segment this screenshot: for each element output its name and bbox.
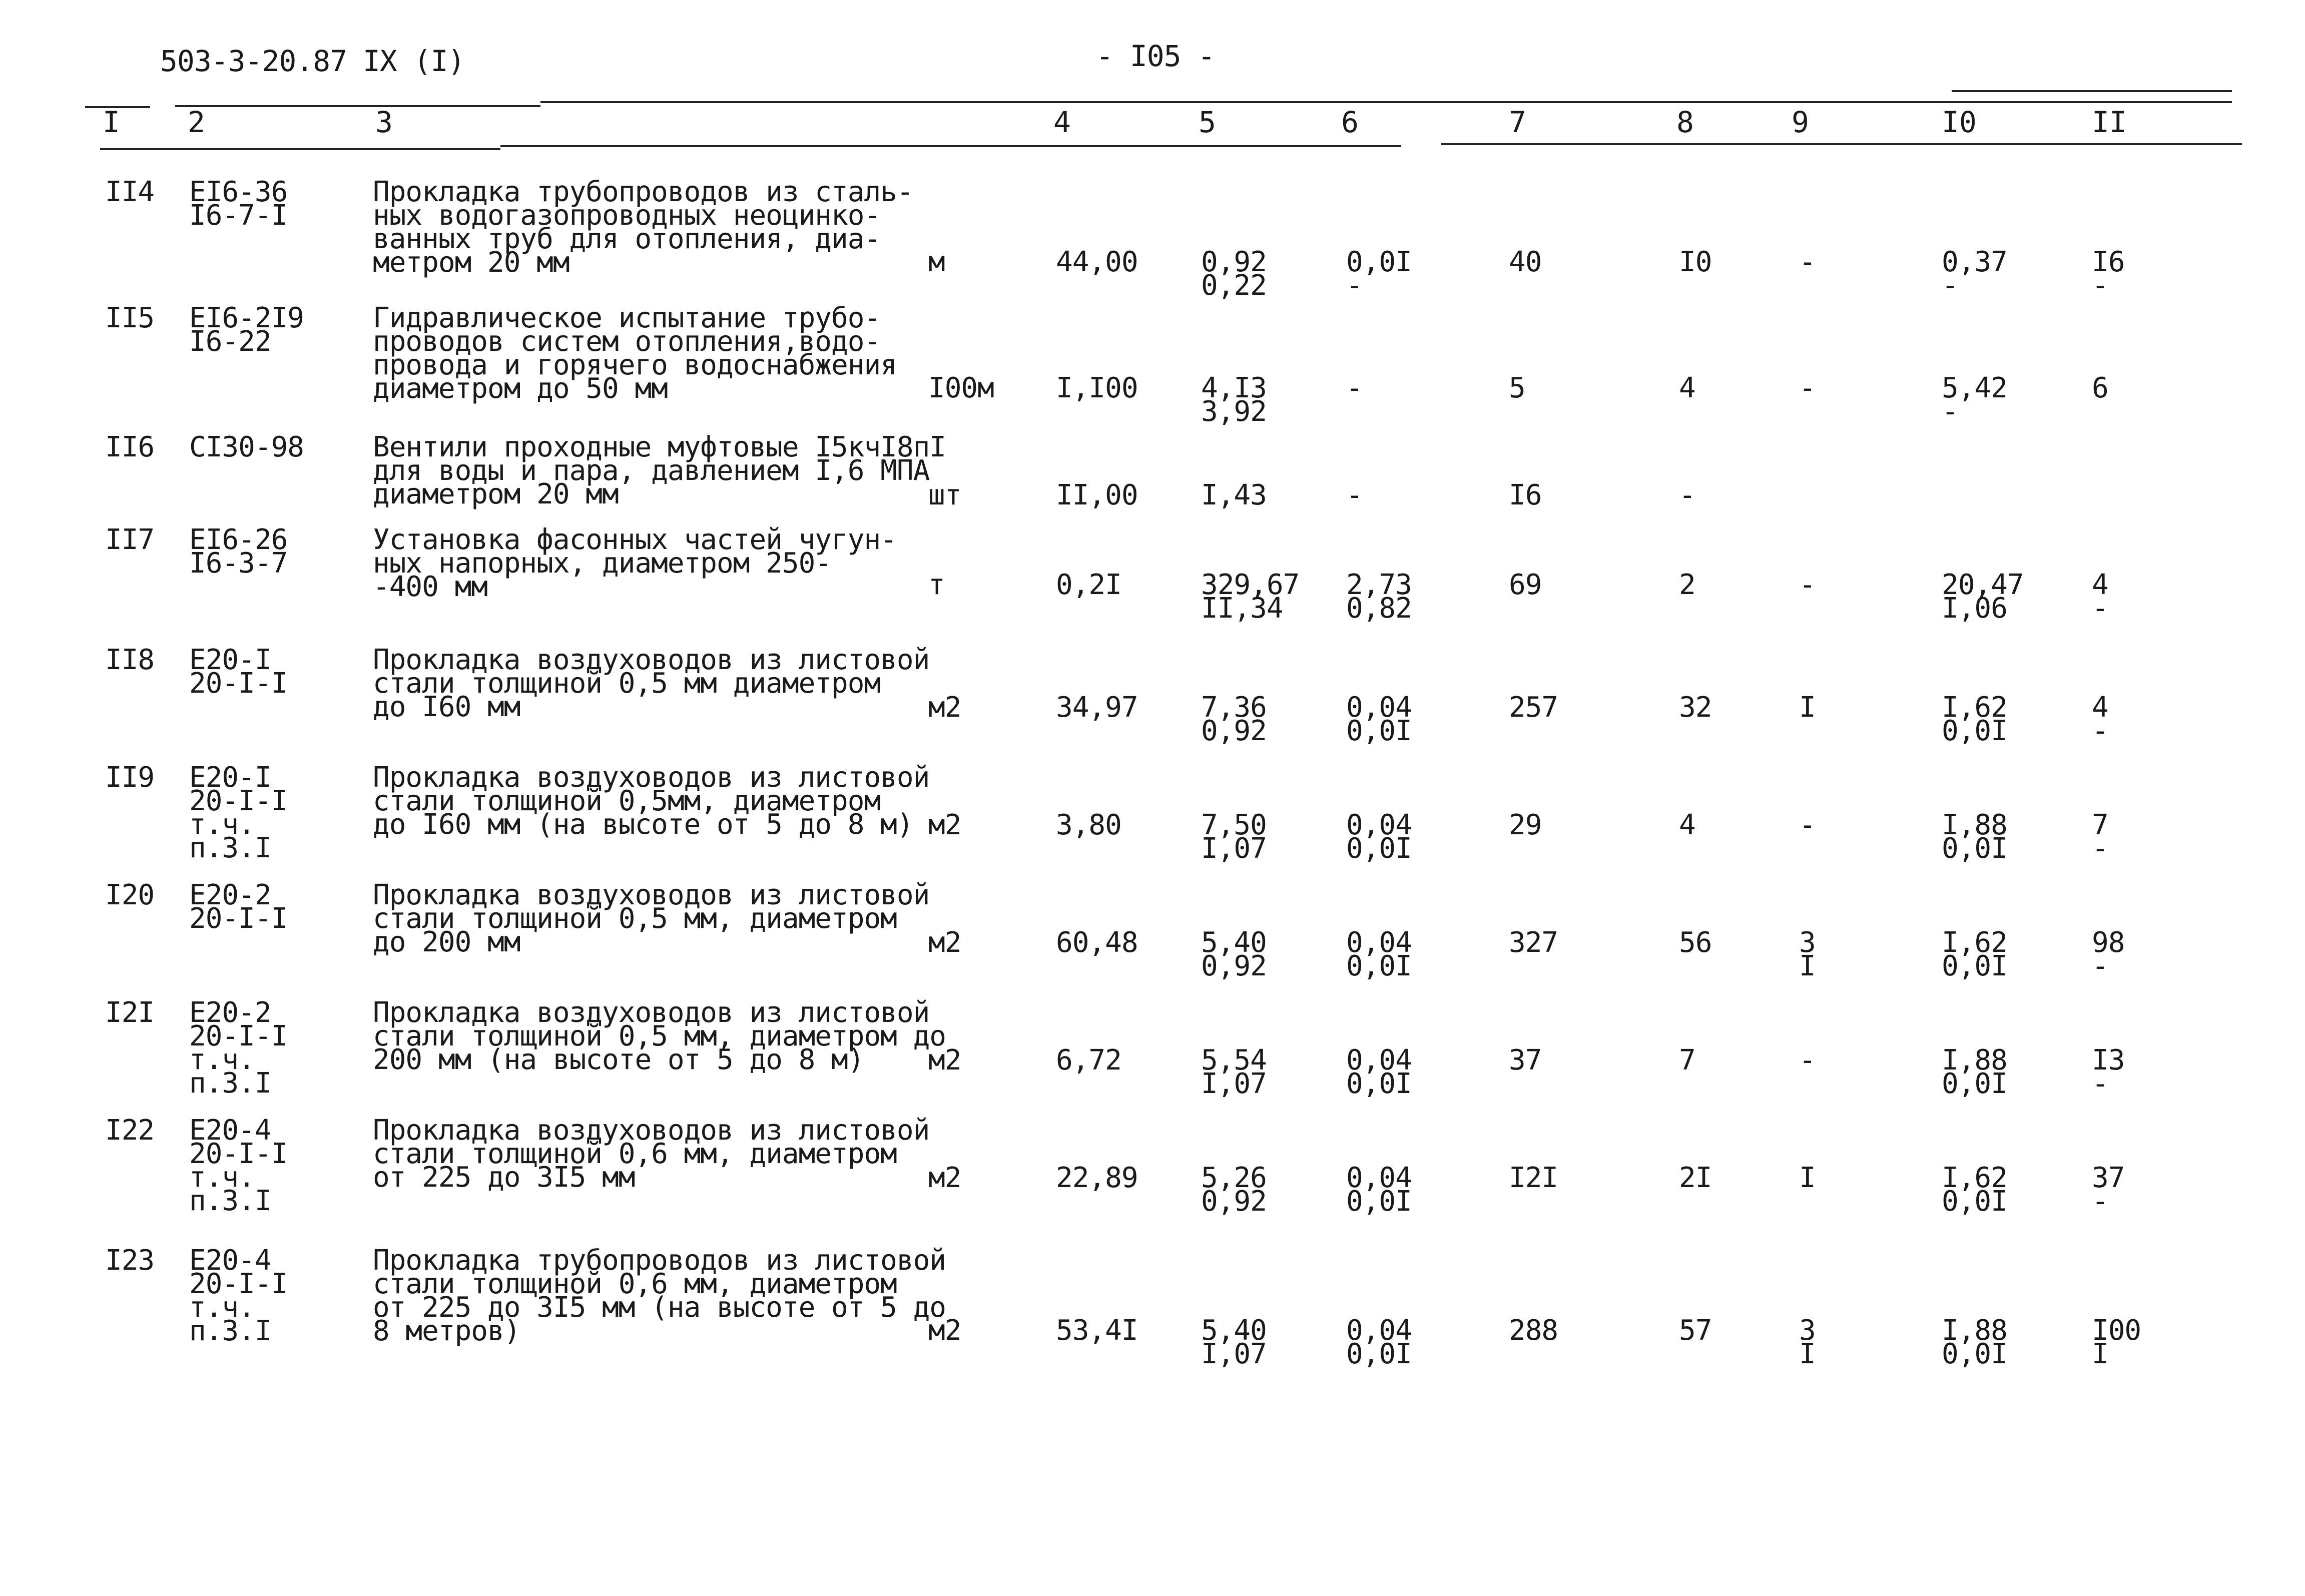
norm-code-line: EI6-2I9 <box>189 302 304 334</box>
col7-value: 5 <box>1509 372 1525 404</box>
quantity: I,I00 <box>1056 372 1138 404</box>
col11-value <box>2092 246 2125 302</box>
column-number: 9 <box>1792 105 1809 139</box>
col9-value-line: I <box>1799 1162 1816 1194</box>
work-description-line: Прокладка трубопроводов из листовой <box>373 1244 946 1277</box>
col6-value-line: - <box>1346 372 1363 404</box>
col9-value-line: - <box>1799 1044 1816 1077</box>
col7-value: 257 <box>1509 691 1558 724</box>
norm-code-line: п.3.I <box>189 1315 271 1347</box>
norm-code-line: E20-2 <box>189 996 271 1029</box>
row-number: I20 <box>105 879 155 911</box>
col5-value-line: 329,67 <box>1201 569 1300 601</box>
norm-code <box>189 176 288 232</box>
col5-value-line: 5,40 <box>1201 926 1267 959</box>
work-description-line: ванных труб для отопления, диа- <box>373 223 881 255</box>
col11-value <box>2092 809 2108 865</box>
col5-value-line: 7,50 <box>1201 809 1267 841</box>
col8-value: - <box>1679 479 1695 511</box>
work-description-line: диаметром до 50 мм <box>373 372 668 405</box>
quantity: 3,80 <box>1056 809 1121 841</box>
col5-value-line: 0,92 <box>1201 715 1267 747</box>
col8-value: 4 <box>1679 809 1695 841</box>
col10-value-line: 0,37 <box>1942 246 2007 278</box>
col6-value <box>1346 1314 1412 1370</box>
col11-value-line: I3 <box>2092 1044 2125 1077</box>
norm-code-line: E20-I <box>189 761 271 794</box>
work-description-line: до 200 мм <box>373 926 520 958</box>
unit-of-measure: м2 <box>928 809 961 841</box>
work-description-line: 200 мм (на высоте от 5 до 8 м) <box>373 1043 864 1076</box>
work-description-line: до I60 мм <box>373 691 520 723</box>
col5-value-line: I,43 <box>1201 479 1267 511</box>
col10-value <box>1942 691 2007 747</box>
col5-value-line: 4,I3 <box>1201 372 1267 404</box>
column-number: II <box>2092 105 2127 139</box>
work-description <box>373 761 930 841</box>
norm-code-line: 20-I-I <box>189 667 288 700</box>
norm-code-line: п.3.I <box>189 1067 271 1100</box>
norm-code-line: 20-I-I <box>189 902 288 935</box>
col11-value-line: 37 <box>2092 1162 2125 1194</box>
col11-value-line: I <box>2092 1338 2108 1370</box>
column-number: 4 <box>1053 105 1071 139</box>
norm-code-line: т.ч. <box>189 1161 255 1194</box>
unit-of-measure: шт <box>928 479 961 511</box>
work-description-line: диаметром 20 мм <box>373 478 619 510</box>
work-description-line: ных напорных, диаметром 250- <box>373 547 832 580</box>
col9-value-line: - <box>1799 372 1816 404</box>
col11-value-line: 4 <box>2092 569 2108 601</box>
col6-value <box>1346 372 1363 404</box>
work-description <box>373 1114 930 1194</box>
norm-code <box>189 996 288 1100</box>
quantity: 53,4I <box>1056 1314 1138 1347</box>
col11-value-line: - <box>2092 592 2108 625</box>
work-description <box>373 302 897 405</box>
col10-value <box>1942 246 2007 302</box>
col7-value: 69 <box>1509 569 1542 601</box>
norm-code <box>189 879 288 935</box>
col6-value-line: 0,82 <box>1346 592 1412 625</box>
norm-code-line: т.ч. <box>189 1043 255 1076</box>
norm-code-line: т.ч. <box>189 1291 255 1324</box>
unit-of-measure: т <box>928 569 945 601</box>
quantity: 60,48 <box>1056 926 1138 959</box>
col5-value-line: 0,22 <box>1201 269 1267 302</box>
norm-code <box>189 761 288 864</box>
col6-value-line: 0,04 <box>1346 1314 1412 1347</box>
col8-value: I0 <box>1679 246 1712 278</box>
unit-of-measure: м2 <box>928 926 961 959</box>
work-description-line: от 225 до 3I5 мм (на высоте от 5 до <box>373 1291 946 1324</box>
col10-value-line: 0,0I <box>1942 832 2007 865</box>
col11-value <box>2092 569 2108 625</box>
col6-value <box>1346 809 1412 865</box>
quantity: 0,2I <box>1056 569 1121 601</box>
col5-value-line: II,34 <box>1201 592 1283 625</box>
col5-value-line: I,07 <box>1201 1068 1267 1100</box>
work-description-line: стали толщиной 0,5 мм, диаметром <box>373 902 897 935</box>
col11-value-line: 98 <box>2092 926 2125 959</box>
norm-code-line: EI6-36 <box>189 176 288 208</box>
col5-value <box>1201 246 1267 302</box>
work-description-line: стали толщиной 0,5мм, диаметром <box>373 785 881 817</box>
work-description-line: проводов систем отопления,водо- <box>373 325 881 358</box>
col5-value-line: 3,92 <box>1201 395 1267 428</box>
work-description-line: стали толщиной 0,5 мм диаметром <box>373 667 881 700</box>
col9-value <box>1799 1162 1816 1194</box>
col11-value-line: - <box>2092 269 2108 302</box>
norm-code <box>189 1244 288 1347</box>
norm-code-line: I6-3-7 <box>189 547 288 580</box>
col10-value-line: I,06 <box>1942 592 2007 625</box>
page-number: - I05 - <box>1096 39 1215 73</box>
col11-value <box>2092 926 2125 982</box>
unit-of-measure: I00м <box>928 372 994 404</box>
col9-value-line: I <box>1799 950 1816 982</box>
col10-value-line: 0,0I <box>1942 1068 2007 1100</box>
col8-value: 2 <box>1679 569 1695 601</box>
col7-value: 29 <box>1509 809 1542 841</box>
col6-value-line: 0,0I <box>1346 832 1412 865</box>
col10-value <box>1942 372 2007 428</box>
col5-value <box>1201 1162 1267 1218</box>
col7-value: 288 <box>1509 1314 1558 1347</box>
col5-value-line: 0,92 <box>1201 246 1267 278</box>
col6-value <box>1346 1044 1412 1100</box>
unit-of-measure: м2 <box>928 1162 961 1194</box>
section-label: IX (I) <box>363 44 465 78</box>
col6-value-line: 0,0I <box>1346 1338 1412 1370</box>
norm-code <box>189 523 288 580</box>
col11-value <box>2092 1044 2125 1100</box>
col5-value <box>1201 479 1267 511</box>
col8-value: 4 <box>1679 372 1695 404</box>
col11-value-line: - <box>2092 950 2108 982</box>
quantity: 22,89 <box>1056 1162 1138 1194</box>
col6-value-line: 0,0I <box>1346 715 1412 747</box>
col5-value-line: 0,92 <box>1201 1185 1267 1218</box>
col6-value <box>1346 691 1412 747</box>
norm-code <box>189 644 288 700</box>
work-description-line: -400 мм <box>373 571 488 603</box>
row-number: II8 <box>105 644 155 676</box>
work-description-line: Прокладка воздуховодов из листовой <box>373 761 930 794</box>
work-description-line: от 225 до 3I5 мм <box>373 1161 635 1194</box>
norm-code-line: I6-7-I <box>189 199 288 232</box>
col10-value <box>1942 1162 2007 1218</box>
col9-value <box>1799 926 1816 982</box>
col11-value-line: I00 <box>2092 1314 2141 1347</box>
col5-value <box>1201 691 1267 747</box>
col7-value: 327 <box>1509 926 1558 959</box>
col9-value <box>1799 809 1816 841</box>
work-description-line: метром 20 мм <box>373 246 569 279</box>
col6-value-line: - <box>1346 479 1363 511</box>
col5-value <box>1201 372 1267 428</box>
work-description-line: до I60 мм (на высоте от 5 до 8 м) <box>373 808 913 841</box>
col10-value <box>1942 1314 2007 1370</box>
col6-value-line: 0,04 <box>1346 809 1412 841</box>
col6-value-line: - <box>1346 269 1363 302</box>
work-description-line: Прокладка трубопроводов из сталь- <box>373 176 913 208</box>
col6-value-line: 0,0I <box>1346 246 1412 278</box>
norm-code <box>189 302 304 358</box>
work-description-line: для воды и пара, давлением I,6 МПА <box>373 454 930 487</box>
col10-value <box>1942 809 2007 865</box>
col8-value: 57 <box>1679 1314 1712 1347</box>
work-description-line: 8 метров) <box>373 1315 520 1347</box>
col9-value <box>1799 372 1816 404</box>
col8-value: 32 <box>1679 691 1712 724</box>
col10-value-line: 0,0I <box>1942 715 2007 747</box>
work-description-line: Прокладка воздуховодов из листовой <box>373 1114 930 1147</box>
work-description-line: Вентили проходные муфтовые I5кчI8пI <box>373 431 946 463</box>
col9-value <box>1799 246 1816 278</box>
norm-code-line: п.3.I <box>189 1185 271 1217</box>
col9-value <box>1799 691 1816 724</box>
unit-of-measure: м2 <box>928 1044 961 1077</box>
norm-code <box>189 431 304 463</box>
column-number: 7 <box>1509 105 1526 139</box>
col7-value: 37 <box>1509 1044 1542 1077</box>
row-number: II5 <box>105 302 155 334</box>
col10-value <box>1942 926 2007 982</box>
norm-code-line: п.3.I <box>189 832 271 864</box>
column-number: I0 <box>1942 105 1977 139</box>
col10-value-line: - <box>1942 269 1958 302</box>
norm-code-line: CI30-98 <box>189 431 304 463</box>
col6-value-line: 0,0I <box>1346 1185 1412 1218</box>
header-bottom-rule-left <box>100 148 500 150</box>
row-number: I2I <box>105 996 155 1029</box>
header-bottom-rule-right <box>1441 143 2242 145</box>
work-description-line: Прокладка воздуховодов из листовой <box>373 644 930 676</box>
norm-code-line: 20-I-I <box>189 785 288 817</box>
col10-value-line: 5,42 <box>1942 372 2007 404</box>
column-number: 3 <box>375 105 393 139</box>
norm-code <box>189 1114 288 1217</box>
col11-value-line: 7 <box>2092 809 2108 841</box>
col11-value-line: - <box>2092 1185 2108 1218</box>
column-number: I <box>103 105 120 139</box>
norm-code-line: EI6-26 <box>189 523 288 556</box>
col11-value-line: 4 <box>2092 691 2108 724</box>
col5-value <box>1201 809 1267 865</box>
work-description <box>373 644 930 723</box>
norm-code-line: E20-4 <box>189 1114 271 1147</box>
top-rule-main <box>540 101 2232 103</box>
row-number: II6 <box>105 431 155 463</box>
col5-value-line: I,07 <box>1201 832 1267 865</box>
norm-code-line: 20-I-I <box>189 1138 288 1170</box>
col7-value: I2I <box>1509 1162 1558 1194</box>
col5-value <box>1201 926 1267 982</box>
work-description-line: провода и горячего водоснабжения <box>373 349 897 381</box>
col10-value <box>1942 1044 2007 1100</box>
col9-value-line: - <box>1799 569 1816 601</box>
document-code: 503-3-20.87 <box>160 44 347 78</box>
col6-value <box>1346 479 1363 511</box>
col11-value-line: 6 <box>2092 372 2108 404</box>
col11-value-line: - <box>2092 832 2108 865</box>
norm-code-line: E20-I <box>189 644 271 676</box>
header-bottom-rule-mid <box>500 145 1401 147</box>
work-description-line: стали толщиной 0,6 мм, диаметром <box>373 1268 897 1300</box>
col6-value-line: 0,04 <box>1346 1044 1412 1077</box>
col10-value-line: 0,0I <box>1942 950 2007 982</box>
col11-value <box>2092 1314 2141 1370</box>
col10-value-line: 0,0I <box>1942 1185 2007 1218</box>
norm-code-line: I6-22 <box>189 325 271 358</box>
row-number: II7 <box>105 523 155 556</box>
row-number: II4 <box>105 176 155 208</box>
col11-value-line: I6 <box>2092 246 2125 278</box>
work-description-line: ных водогазопроводных неоцинко- <box>373 199 881 232</box>
col6-value <box>1346 1162 1412 1218</box>
norm-code-line: 20-I-I <box>189 1268 288 1300</box>
col7-value: 40 <box>1509 246 1542 278</box>
column-number: 6 <box>1341 105 1359 139</box>
norm-code-line: 20-I-I <box>189 1020 288 1052</box>
work-description <box>373 176 913 279</box>
work-description-line: стали толщиной 0,5 мм, диаметром до <box>373 1020 946 1052</box>
norm-code-line: т.ч. <box>189 808 255 841</box>
quantity: 6,72 <box>1056 1044 1121 1077</box>
work-description-line: Установка фасонных частей чугун- <box>373 523 897 556</box>
col11-value-line: - <box>2092 1068 2108 1100</box>
column-number: 8 <box>1676 105 1694 139</box>
col9-value-line: 3 <box>1799 1314 1816 1347</box>
quantity: 44,00 <box>1056 246 1138 278</box>
work-description <box>373 879 930 958</box>
col7-value: I6 <box>1509 479 1542 511</box>
work-description-line: стали толщиной 0,6 мм, диаметром <box>373 1138 897 1170</box>
row-number: I22 <box>105 1114 155 1147</box>
row-number: I23 <box>105 1244 155 1277</box>
col9-value-line: - <box>1799 809 1816 841</box>
col10-value <box>1942 569 2024 625</box>
col9-value <box>1799 1314 1816 1370</box>
norm-code-line: E20-2 <box>189 879 271 911</box>
col5-value <box>1201 1314 1267 1370</box>
col5-value <box>1201 569 1300 625</box>
work-description <box>373 523 897 603</box>
col11-value <box>2092 1162 2125 1218</box>
col11-value-line: - <box>2092 715 2108 747</box>
unit-of-measure: м2 <box>928 1314 961 1347</box>
top-rule-far <box>1952 90 2232 92</box>
quantity: 34,97 <box>1056 691 1138 724</box>
col5-value-line: I,07 <box>1201 1338 1267 1370</box>
col5-value-line: 0,92 <box>1201 950 1267 982</box>
col10-value-line: I,62 <box>1942 1162 2007 1194</box>
col10-value-line: I,62 <box>1942 926 2007 959</box>
col9-value-line: - <box>1799 246 1816 278</box>
col10-value-line: - <box>1942 395 1958 428</box>
norm-code-line: E20-4 <box>189 1244 271 1277</box>
row-number: II9 <box>105 761 155 794</box>
top-rule-mid <box>175 105 540 107</box>
col5-value-line: 5,54 <box>1201 1044 1267 1077</box>
col5-value-line: 5,26 <box>1201 1162 1267 1194</box>
unit-of-measure: м <box>928 246 945 278</box>
col6-value-line: 2,73 <box>1346 569 1412 601</box>
unit-of-measure: м2 <box>928 691 961 724</box>
work-description-line: Прокладка воздуховодов из листовой <box>373 996 930 1029</box>
col6-value-line: 0,0I <box>1346 950 1412 982</box>
col6-value-line: 0,04 <box>1346 926 1412 959</box>
col9-value-line: I <box>1799 691 1816 724</box>
col8-value: 56 <box>1679 926 1712 959</box>
column-number: 2 <box>188 105 205 139</box>
col9-value <box>1799 1044 1816 1077</box>
col5-value-line: 7,36 <box>1201 691 1267 724</box>
col11-value <box>2092 691 2108 747</box>
col11-value <box>2092 372 2108 404</box>
col10-value-line: 20,47 <box>1942 569 2024 601</box>
col10-value-line: I,62 <box>1942 691 2007 724</box>
col10-value-line: I,88 <box>1942 809 2007 841</box>
quantity: II,00 <box>1056 479 1138 511</box>
col6-value-line: 0,04 <box>1346 1162 1412 1194</box>
col10-value-line: I,88 <box>1942 1314 2007 1347</box>
col6-value-line: 0,0I <box>1346 1068 1412 1100</box>
col9-value <box>1799 569 1816 601</box>
col9-value-line: 3 <box>1799 926 1816 959</box>
col5-value-line: 5,40 <box>1201 1314 1267 1347</box>
col8-value: 7 <box>1679 1044 1695 1077</box>
col10-value-line: 0,0I <box>1942 1338 2007 1370</box>
col9-value-line: I <box>1799 1338 1816 1370</box>
col6-value <box>1346 246 1412 302</box>
col6-value <box>1346 569 1412 625</box>
col5-value <box>1201 1044 1267 1100</box>
col6-value <box>1346 926 1412 982</box>
work-description-line: Гидравлическое испытание трубо- <box>373 302 881 334</box>
col6-value-line: 0,04 <box>1346 691 1412 724</box>
column-number: 5 <box>1199 105 1216 139</box>
col8-value: 2I <box>1679 1162 1712 1194</box>
work-description-line: Прокладка воздуховодов из листовой <box>373 879 930 911</box>
col10-value-line: I,88 <box>1942 1044 2007 1077</box>
